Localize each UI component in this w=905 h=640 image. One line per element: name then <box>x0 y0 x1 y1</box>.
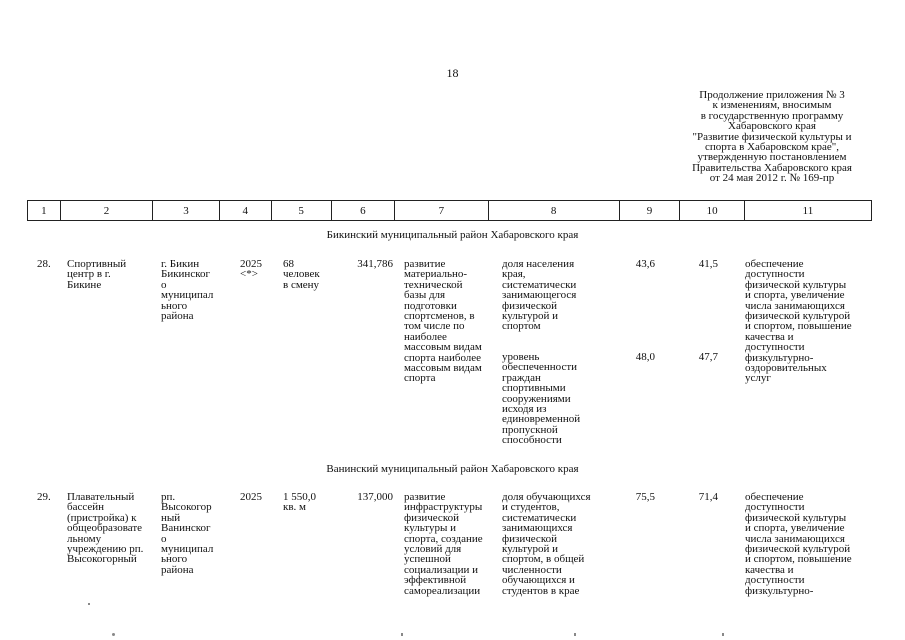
note-line: в государственную программу <box>700 109 844 122</box>
column-number: 8 <box>489 201 620 220</box>
completion-year <box>240 259 262 280</box>
text-line: способности <box>502 434 562 447</box>
object-name <box>67 492 143 565</box>
text-line: физической культуры <box>745 511 847 524</box>
text-line: спорта <box>404 372 436 385</box>
text-line: Высокогор <box>161 501 212 514</box>
text-line: (пристройка) к <box>67 511 137 524</box>
text-line: льному <box>67 532 102 545</box>
indicator-text <box>502 259 576 332</box>
text-line: о <box>161 278 167 291</box>
text-line: числа занимающихся <box>745 532 845 545</box>
text-line: оздоровительных <box>745 362 827 375</box>
indicator-value: 75,5 <box>635 491 655 503</box>
text-line: Плавательный <box>67 491 135 503</box>
text-line: занимающегося <box>502 289 577 302</box>
text-line: <*> <box>240 268 258 281</box>
text-line: массовым видам <box>404 341 482 354</box>
text-line: численности <box>502 563 562 576</box>
text-line: систематически <box>502 278 577 291</box>
text-line: исходя из <box>502 403 547 416</box>
text-line: ьного <box>161 299 188 312</box>
text-line: и спорта, увеличение <box>745 522 845 535</box>
text-line: кв. м <box>283 501 306 514</box>
text-line: центр в г. <box>67 268 111 281</box>
text-line: обеспечение <box>745 258 804 270</box>
column-number: 2 <box>61 201 153 220</box>
text-line: спортсменов, в <box>404 310 475 323</box>
indicator-value: 47,7 <box>698 351 718 363</box>
text-line: самореализации <box>404 584 481 597</box>
text-line: и спорта, увеличение <box>745 289 845 302</box>
text-line: культурой и <box>502 543 558 556</box>
section-title: Ванинский муниципальный район Хабаровского края <box>326 463 579 475</box>
text-line: Бикине <box>67 278 102 291</box>
text-line: физической культуры <box>745 278 847 291</box>
text-line: том числе по <box>404 320 465 333</box>
text-line: и спортом, повышение <box>745 553 852 566</box>
text-line: культурой и <box>502 310 558 323</box>
column-number: 3 <box>153 201 219 220</box>
capacity <box>283 259 320 290</box>
page-number: 18 <box>446 66 459 80</box>
appendix-note <box>672 90 872 184</box>
indicator-text <box>502 492 591 596</box>
text-line: ьного <box>161 553 188 566</box>
text-line: доля населения <box>502 258 575 270</box>
note-line: спорта в Хабаровском крае", <box>704 141 840 154</box>
object-location <box>161 259 213 321</box>
text-line: материально- <box>404 268 468 281</box>
text-line: спортом, в общей <box>502 553 585 566</box>
text-line: социализации и <box>404 563 479 576</box>
column-number: 7 <box>395 201 488 220</box>
capacity <box>283 492 316 513</box>
column-number: 6 <box>332 201 396 220</box>
text-line: края, <box>502 268 526 281</box>
text-line: физической <box>502 299 557 312</box>
expected-result <box>745 492 852 596</box>
object-location <box>161 492 213 575</box>
row-number: 28. <box>37 258 51 270</box>
text-line: физической <box>502 532 557 545</box>
note-line: утвержденную постановлением <box>697 151 847 164</box>
text-line: ный <box>161 511 181 524</box>
note-line: к изменениям, вносимым <box>712 99 832 112</box>
text-line: услуг <box>745 372 771 385</box>
text-line: массовым видам <box>404 362 482 375</box>
text-line: пропускной <box>502 423 558 436</box>
indicator-value: 71,4 <box>698 491 718 503</box>
text-line: условий для <box>404 543 462 556</box>
expected-result <box>745 259 852 384</box>
text-line: качества и <box>745 330 794 343</box>
text-line: 1 550,0 <box>283 491 316 503</box>
note-line: "Развитие физической культуры и <box>692 130 852 143</box>
goal-text <box>404 492 483 596</box>
column-number: 4 <box>220 201 272 220</box>
text-line: доступности <box>745 268 805 281</box>
column-number: 11 <box>802 204 814 217</box>
text-line: района <box>161 563 194 576</box>
text-line: развитие <box>404 258 446 270</box>
text-line: обучающихся и <box>502 574 575 587</box>
text-line: Спортивный <box>67 258 127 270</box>
scan-speck <box>112 633 115 636</box>
text-line: базы для <box>404 289 446 302</box>
note-line: от 24 мая 2012 г. № 169-пр <box>709 172 835 185</box>
completion-year <box>240 492 262 502</box>
text-line: муниципал <box>161 289 214 302</box>
text-line: подготовки <box>404 299 457 312</box>
text-line: занимающихся <box>502 522 573 535</box>
note-line: Хабаровского края <box>728 120 816 133</box>
text-line: физической культурой <box>745 543 851 556</box>
note-line: Правительства Хабаровского края <box>692 161 852 174</box>
text-line: доступности <box>745 341 805 354</box>
section-title: Бикинский муниципальный район Хабаровского края <box>326 229 579 241</box>
text-line: 68 <box>283 258 294 270</box>
text-line: сооружениями <box>502 392 571 405</box>
text-line: района <box>161 310 194 323</box>
text-line: уровень <box>502 351 540 363</box>
text-line: физической <box>404 511 459 524</box>
text-line: муниципал <box>161 543 214 556</box>
text-line: 2025 <box>240 491 262 503</box>
text-line: Высокогорный <box>67 553 137 566</box>
cost-value: 341,786 <box>357 258 393 270</box>
text-line: и спортом, повышение <box>745 320 852 333</box>
text-line: студентов в крае <box>502 584 580 597</box>
text-line: физической культурой <box>745 310 851 323</box>
column-number: 9 <box>620 201 681 220</box>
text-line: технической <box>404 278 463 291</box>
text-line: физкультурно- <box>745 584 814 597</box>
text-line: спортивными <box>502 382 566 395</box>
note-line: Продолжение приложения № 3 <box>699 89 845 101</box>
text-line: учреждению рп. <box>67 543 144 556</box>
text-line: инфраструктуры <box>404 501 483 514</box>
text-line: бассейн <box>67 501 105 514</box>
scan-speck <box>722 633 724 636</box>
indicator-text <box>502 352 580 446</box>
text-line: спорта наиболее <box>404 351 482 364</box>
text-line: успешной <box>404 553 451 566</box>
object-name <box>67 259 126 290</box>
row-number: 29. <box>37 491 51 503</box>
column-number: 5 <box>272 201 332 220</box>
text-line: спорта, создание <box>404 532 483 545</box>
text-line: культуры и <box>404 522 456 535</box>
text-line: г. Бикин <box>161 258 200 270</box>
column-number: 10 <box>680 201 745 220</box>
scan-speck <box>574 633 576 636</box>
scan-speck <box>401 633 403 636</box>
indicator-value: 48,0 <box>635 351 655 363</box>
text-line: 2025 <box>240 258 262 270</box>
text-line: эффективной <box>404 574 467 587</box>
text-line: и студентов, <box>502 501 560 514</box>
indicator-value: 41,5 <box>698 258 718 270</box>
text-line: доступности <box>745 501 805 514</box>
text-line: развитие <box>404 491 446 503</box>
text-line: обеспеченности <box>502 361 578 374</box>
text-line: единовременной <box>502 413 581 426</box>
text-line: обеспечение <box>745 491 804 503</box>
text-line: Бикинског <box>161 268 211 281</box>
cost-value: 137,000 <box>357 491 393 503</box>
text-line: качества и <box>745 563 794 576</box>
goal-text <box>404 259 482 384</box>
text-line: систематически <box>502 511 577 524</box>
text-line: человек <box>283 268 320 281</box>
scan-speck <box>88 603 90 605</box>
text-line: о <box>161 532 167 545</box>
text-line: доля обучающихся <box>502 491 591 503</box>
text-line: общеобразовате <box>67 522 143 535</box>
text-line: Ванинског <box>161 522 211 535</box>
column-number-header <box>27 200 872 221</box>
text-line: спортом <box>502 320 541 333</box>
text-line: рп. <box>161 491 176 503</box>
text-line: физкультурно- <box>745 351 814 364</box>
text-line: в смену <box>283 278 320 291</box>
indicator-value: 43,6 <box>635 258 655 270</box>
text-line: граждан <box>502 371 541 384</box>
column-number: 1 <box>28 201 61 220</box>
text-line: наиболее <box>404 330 447 343</box>
text-line: числа занимающихся <box>745 299 845 312</box>
text-line: доступности <box>745 574 805 587</box>
